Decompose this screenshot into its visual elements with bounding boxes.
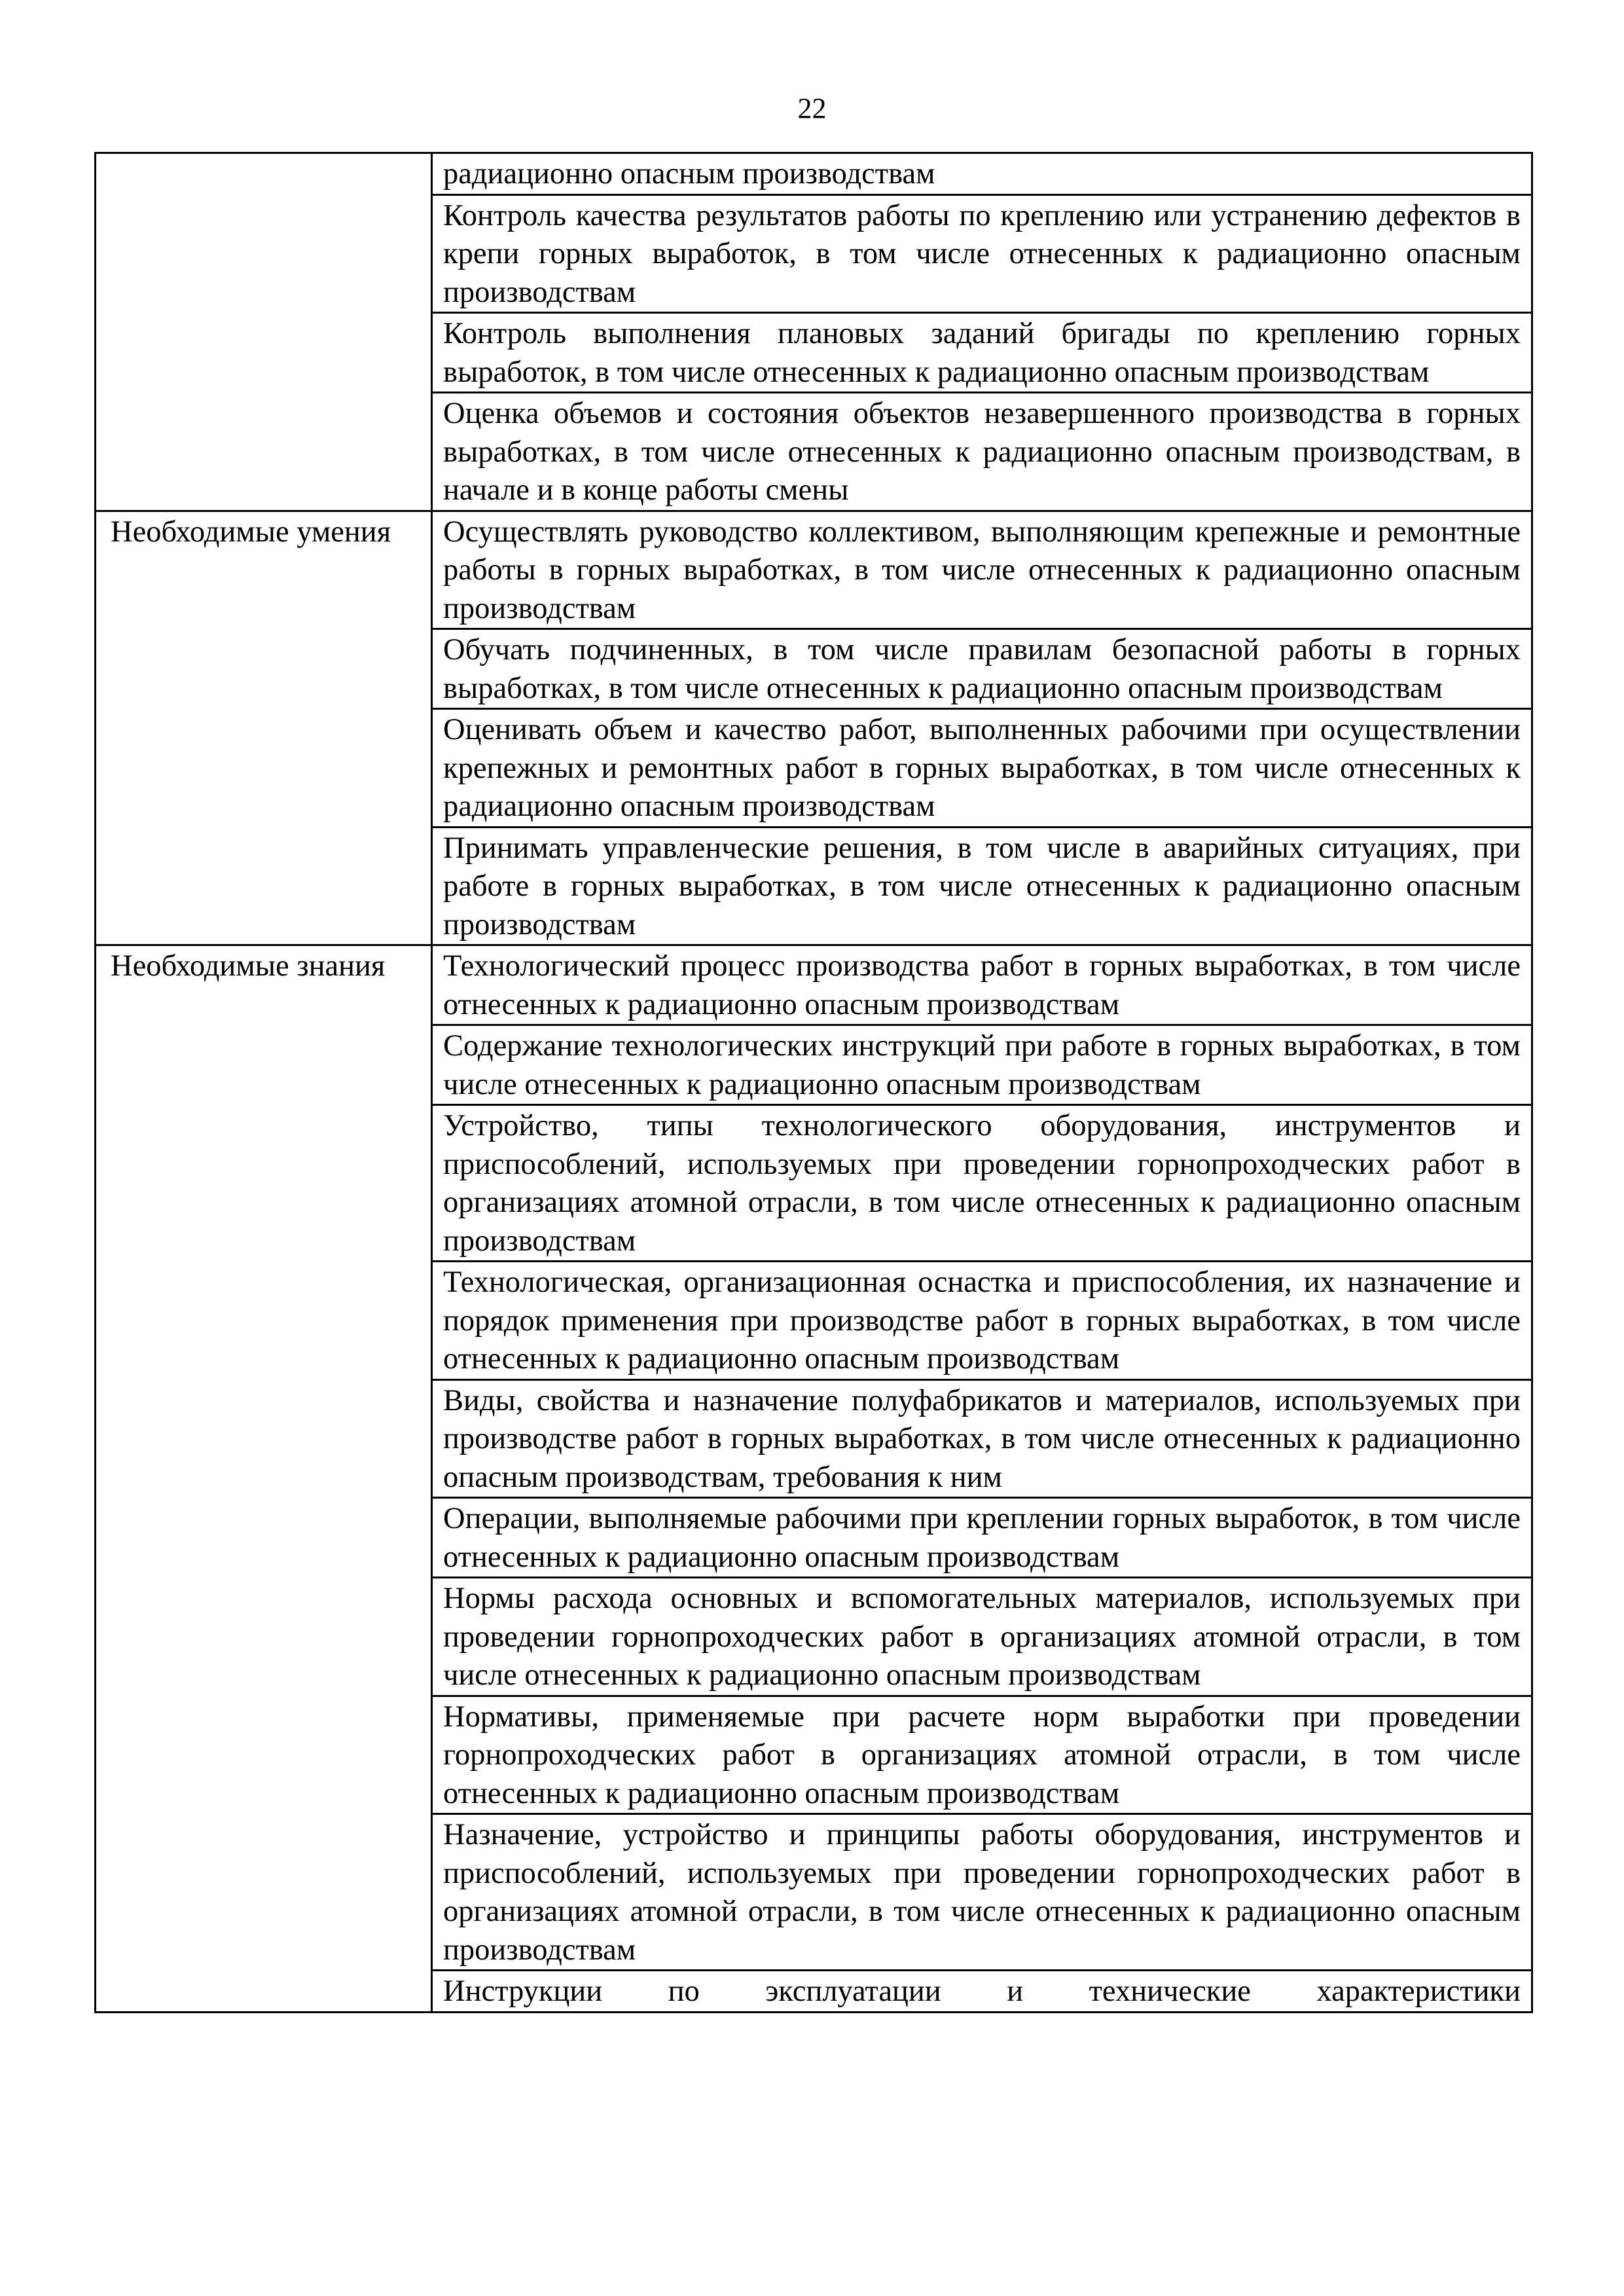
row-text: Обучать подчиненных, в том числе правилам безопасной работы в горных выработках, в том числе отнесенных к радиационно опасным производствам — [432, 629, 1532, 709]
row-text: радиационно опасным производствам — [432, 153, 1532, 195]
row-text: Устройство, типы технологического оборудования, инструментов и приспособлений, используемых при проведении горнопроходческих работ в организациях атомной отрасли, в том числе отнесенных к радиационно опасным производствам — [432, 1105, 1532, 1262]
row-text: Осуществлять руководство коллективом, выполняющим крепежные и ремонтные работы в горных выработках, в том числе отнесенных к радиационно опасным производствам — [432, 511, 1532, 629]
section-label-skills: Необходимые умения — [96, 511, 432, 945]
row-text: Инструкции по эксплуатации и технические характеристики — [432, 1971, 1532, 2013]
table-row — [96, 153, 1532, 195]
row-text: Виды, свойства и назначение полуфабрикатов и материалов, используемых при производстве работ в горных выработках, в том числе отнесенных к радиационно опасным производствам, требования к ним — [432, 1379, 1532, 1498]
row-text: Оценка объемов и состояния объектов незавершенного производства в горных выработках, в том числе отнесенных к радиационно опасным производствам, в начале и в конце работы смены — [432, 393, 1532, 511]
row-text: Содержание технологических инструкций при работе в горных выработках, в том числе отнесенных к радиационно опасным производствам — [432, 1025, 1532, 1105]
competency-table — [94, 152, 1533, 2013]
row-text: Назначение, устройство и принципы работы оборудования, инструментов и приспособлений, используемых при проведении горнопроходческих работ в организациях атомной отрасли, в том числе отнесенных к радиационно опасным производствам — [432, 1814, 1532, 1971]
row-text: Операции, выполняемые рабочими при креплении горных выработок, в том числе отнесенных к радиационно опасным производствам — [432, 1498, 1532, 1578]
row-text: Принимать управленческие решения, в том числе в аварийных ситуациях, при работе в горных выработках, в том числе отнесенных к радиационно опасным производствам — [432, 827, 1532, 945]
row-text: Оценивать объем и качество работ, выполненных рабочими при осуществлении крепежных и ремонтных работ в горных выработках, в том числе отнесенных к радиационно опасным производствам — [432, 709, 1532, 828]
section-label-cell — [96, 153, 432, 511]
section-label-knowledge: Необходимые знания — [96, 945, 432, 2013]
table-row — [96, 945, 1532, 1025]
row-text: Нормативы, применяемые при расчете норм выработки при проведении горнопроходческих работ в организациях атомной отрасли, в том числе отнесенных к радиационно опасным производствам — [432, 1696, 1532, 1814]
row-text: Контроль выполнения плановых заданий бригады по креплению горных выработок, в том числе отнесенных к радиационно опасным производствам — [432, 313, 1532, 393]
table-row — [96, 511, 1532, 629]
row-text: Технологическая, организационная оснастка и приспособления, их назначение и порядок применения при производстве работ в горных выработках, в том числе отнесенных к радиационно опасным производствам — [432, 1262, 1532, 1380]
row-text: Контроль качества результатов работы по креплению или устранению дефектов в крепи горных выработок, в том числе отнесенных к радиационно опасным производствам — [432, 194, 1532, 313]
page-number: 22 — [797, 92, 827, 124]
row-text: Технологический процесс производства работ в горных выработках, в том числе отнесенных к радиационно опасным производствам — [432, 945, 1532, 1025]
row-text: Нормы расхода основных и вспомогательных материалов, используемых при проведении горнопроходческих работ в организациях атомной отрасли, в том числе отнесенных к радиационно опасным производствам — [432, 1578, 1532, 1696]
